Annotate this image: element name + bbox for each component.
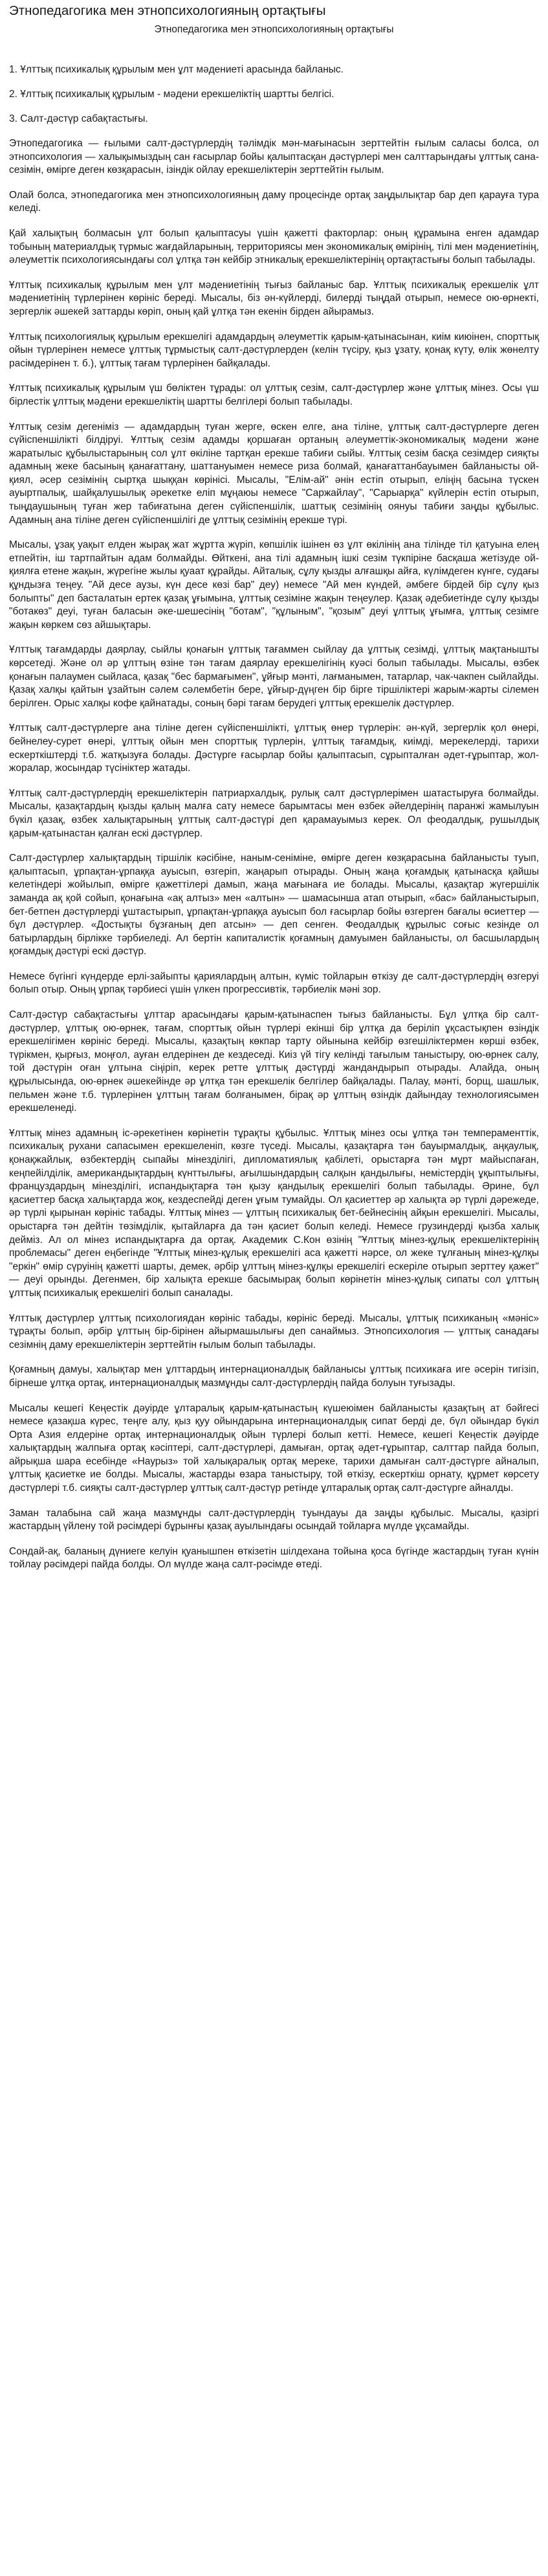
paragraph: Салт-дәстүр сабақтастығы ұлттар арасындағы қарым-қатынаспен тығыз байланысты. Бұл ұлтқа бір салт-дәстүрлер, ұлттық ою-өрнек, тағам, спорттық ойын түрлері екінші бір ұлтқа да беріліп ұқсастықпен өзіндік ерекшелігімен көрініс береді. Мысалы, қазақтың көкпар тарту ойынына кейбір өзгешіліктермен көрші өзбек, түрікмен, қырғыз, моңғол, ауған елдерінен де кездеседі. Киіз үй тігу келінді тағылым таныстыру, ою-өрнек салу, той дәстүрін оған ұлтына сіңіріп, керек ретте ұлттық дәстүрді жандандырып отырады. Алайда, оның құрылысында, ою-өрнек әшекейінде әр ұлтқа тән ерекшелік белгілер байқалады. Палау, мәнті, борщ, шашлык, пельмен және т.б. түрлерінен ұлттың тағам болғанымен, бірақ әр ұлттың өзіндік дайындау технологиясымен ерекшеленеді. [9,1009,539,1114]
paragraph: Ұлттық психикалық құрылым мен ұлт мәдениетінің тығыз байланыс бар. Ұлттық психикалық ерекшелік ұлт мәдениетінің түрлерінен көрініс береді. Мысалы, біз ән-күйлерді, билерді тыңдай отырып, немесе ою-өрнекті, зергерлік әшекей заттарды көріп, оның қай ұлтқа тән екенін бірден айырамыз. [9,279,539,317]
document-title: Этнопедагогика мен этнопсихологияның ортақтығы [9,3,326,18]
paragraph: Сондай-ақ, баланың дүниеге келуін қуанышпен өткізетін шілдехана тойына қоса бүгінде жастардың туған күнін тойлау рәсімдері пайда болды. Ол мүлде жаңа салт-рәсімде өтеді. [9,1545,539,1571]
paragraph: Қоғамның дамуы, халықтар мен ұлттардың интернационалдық байланысы ұлттық психикаға иге әсерін тигізіп, бірнеше ұлтқа ортақ, интернационалдық мазмұнды салт-дәстүрлердің пайда болуын туғызады. [9,1364,539,1389]
paragraph: Салт-дәстүрлер халықтардың тіршілік кәсібіне, наным-сеніміне, өмірге деген көзқарасына байланысты туып, қалыптасып, ұрпақтан-ұрпаққа ауысып, өзгеріп, жаңарып отырады. Оның жаңа қоғамдық қатынасқа қайшы келетіндері жойылып, өмірге қажеттілері дамып, жаңа мағынаға ие болады. Мысалы, қазақтар жүгершілік заманда ақ қой сойып, қонағына «ақ алтыз» мен «алтын» — шамасынша атап отырып, «бас» байланыстырып, бет-бетпен дәстүрлерді ұштастырып, ұрпақтан-ұрпаққа ауысып бол ғасырлар бойы өзгерген бағалы өсиеттер — бұл дәстүрлер. «Достықты бұзғаның деп атсын» — деп сенген. Феодалдық құрылыс соғыс кезінде ол батырлардың бірлікке тәрбиеледі. Ал бертін капиталистік қоғамның дамуымен байланысты, ол басшылардың қоғамдық дәстүрі ескі дәстүр. [9,853,539,958]
paragraph: Мысалы кешегі Кеңестік дәуірде ұлтаралық қарым-қатынастың күшеюімен байланысты қазақтың ат бәйгесі немесе қазақша күрес, теңге алу, қыз қуу ойындарына интернационалдық сипат берді де, бүл ойындар бүкіл Орта Азия елдеріне ортақ интернационалдық ойын түрлері болып кетті. Немесе, кешегі Кеңестік дәуірде халықтардың жалпыға ортақ кәсіптері, салт-дәстүрлері, дамыған, ортақ әдет-ғұрыптар, салттар пайда болып, айрықша шара есебінде «Наурыз» той халықаралық ортақ мереке, тарихи дамыған салт-дәстүрге айналып, ұлттық қасиетке ие болды. Мысалы, жастарды өзара таныстыру, той өткізу, ескерткіш орнату, құрмет көрсету дәстүрлері т.б. сияқты салт-дәстүрлер ұлттық салт-дәстүр ретінде ұлтаралық ортақ салт-дәстүрге айналды. [9,1402,539,1494]
paragraph: Ұлттық мінез адамның іс-әрекетінен көрінетін тұрақты құбылыс. Ұлттық мінез осы ұлтқа тән темпераменттік, психикалық рухани сапасымен ерекшеленіп, көзге түседі. Мысалы, қазақтарға тән бауырмалдық, аңқаулық, қонақжайлық, өзбектердің сыпайы мінезділігі, дипломатиялық қабілеті, орыстарға тән мұрт майыспаған, кеңпейілділік, американдықтардың күнттылығы, ағылшындардың салқын қандылығы, немістердің ұқыптылығы, француздардың мінезділігі, испандықтарға тән қызу қандылық ерекшелігі болып табылады. Әрине, бұл қасиеттер басқа халықтарда жоқ, кездеспейді деген ұғым тумайды. Ол қасиеттер әр халықта әр түрлі дәрежеде, әр түрлі қырынан көрініс табады. Ұлттық мінез — ұлттың психикалық бет-бейнесінің айқын ерекшелігі. Мысалы, орыстарға тән дейтін төзімділік, қытайларға да тән қасиет болып келеді. Немесе грузиндерді қызба халық дейміз. Ал ол мінез испандықтарға да ортақ. Академик С.Кон өзінің "Ұлттық мінез-құлық ерекшеліктерінің проблемасы" деген еңбегінде "Ұлттық мінез-құлық ерекшелігі аса қажетті нәрсе, ол жеке тұлғаның мінез-құлқы "еркін" өмір сүруінің қажетті шарты, демек, әрбір ұлттың мінез-құлқы ерекшелігі ескеріле отырып зерттеу қажет" — деуі орынды. Дегенмен, бір халықта ерекше басымырақ болып көрінетін мінез-құлық сипаты сол ұлттың ұлттық психикалық ерекшелігі болып саналады. [9,1127,539,1299]
document-body [9,137,539,1572]
paragraph: Ұлттық психикалық құрылым үш бөліктен тұрады: ол ұлттық сезім, салт-дәстүрлер және ұлттық мінез. Осы үш бірлестік ұлттық мәдени ерекшеліктің шартты белгілері болып табылады. [9,383,539,407]
paragraph: Ұлттық салт-дәстүрлерге ана тіліне деген сүйіспеншілікті, ұлттық өнер түрлерін: ән-күй, зергерлік қол өнері, бейнелеу-сурет өнері, ұлттық ойын мен спорттық түрлерін, ұлттық тағамдық, киімді, мерекелерді, тарихи ескерткіштерді т.б. жатқызуға болады. Дәстүрге ғасырлар бойы қалыптасып, сұрыпталған әдет-ғұрыптар, жол-жоралар, жосындар түсініктер жатады. [9,722,539,774]
paragraph: Ұлттық дәстүрлер ұлттық психологиядан көрініс табады, көрініс береді. Мысалы, ұлттық психиканың «мәніс» тұрақты болып, әрбір ұлттың бір-бірінен айырмашылығы деп санаймыз. Этнопсихология — ұлттық санадағы сезімнің даму ерекшеліктерін зерттейтін ғылым болып табылады. [9,1312,539,1350]
paragraph: Ұлттық салт-дәстүрлердің ерекшеліктерін патриархалдық, рулық салт дәстүрлерімен шатастыруға болмайды. Мысалы, қазақтардың қызды қалың малға сату немесе барымтасы мен өзбек әйелдерінің паранжі жамылуын бүкіл қазақ, өзбек халықтарының ұлттық салт-дәстүрі деп қарамауымыз керек. Ол феодалдық, рушылдық қарым-қатынастан қалған ескі дәстүрлер. [9,787,539,839]
document-subtitle: Этнопедагогика мен этнопсихологияның ортақтығы [154,24,394,35]
paragraph: Қай халықтың болмасын ұлт болып қалыптасуы үшін қажетті факторлар: оның құрамына енген адамдар тобының материалдық түрмыс жағдайларының, территориясы мен экономикалық өмірінің, тілі мен мәдениетінің, әлеуметтік психологиясындағы сол ұлтқа тән кейбір этникалық ерекшеліктерінің ортақтастығы болып табылады. [9,227,539,266]
outline-list [9,63,539,126]
paragraph: Ұлттық психологиялық құрылым ерекшелігі адамдардың әлеуметтік қарым-қатынасынан, киім киюінен, спорттық ойын түрлерінен немесе ұлттық тұрмыстық салт-дәстүрлерден (келін түсіру, қыз ұзату, қонақ күту, өлік жөнелту расімдерінен т. б.), ұлттық тағам түрлерінен байқалады. [9,331,539,369]
paragraph: Ұлттық тағамдарды даярлау, сыйлы қонағын ұлттық тағаммен сыйлау да ұлттық сезімді, ұлттық мақтанышты көрсетеді. Жәнe ол әр ұлттың өзіне тән тағам даярлау ерекшелігінің куәсі болып табылады. Мысалы, өзбек қонағын палаумен сыйласа, қазақ "бес бармағымен", ұйғыр мәнті, лағманымен, татарлар, чак-чакпен сыйлайды. Қазақ халқы қайтын ұзайтын сәлем сәлембетін бере, ұйғыр-дүңген бір бірге тіршіліктері жарым-жарты сілемен берілген. Орыс халқы кофе қайнатады, соның бәрі тағам берудегі ұлттық ерекшелік дәстүрлер. [9,644,539,709]
paragraph: Мысалы, ұзақ уақыт елден жырақ жат жұртта жүріп, көпшілік ішінен өз ұлт өкілінің ана тілінде тіл қатуына елең етпейтін, іш тартпайтын адам болмайды. Өйткені, ана тілі адамның ішкі сезім түкпіріне басқаша жетізуде ой-қиялға етене жақын, жүрегіне жылы қуаат құрайды. Айталық, сұлу қызды алғашқы айға, күлімдеген күнге, судағы құндызға теңеу. "Ай десе аузы, күн десе көзі бар" деу) немесе "Ай мен күндей, әмбеге бірдей бір сұлу қыз болыпты" деп басталатын ертек қазақ ұғымына, ұлттық сезіміне жақын теңеулер. Қазақ әдебиетінде сұлу қызды "ботакөз" деуі, туған баласын әке-шешесінің "ботам", "құлыным", "қозым" деуі ұлттық ұғымға, ұлттық сезімге жақын көркем сөз айшықтары. [9,539,539,631]
paragraph: Заман талабына сай жаңа мазмұнды салт-дәстүрлердің туындауы да заңды құбылыс. Мысалы, қазіргі жастардың үйлену той рәсімдері бұрынғы қазақ ауылындағы осындай тойларға мүлде ұқсамайды. [9,1507,539,1532]
paragraph: Ұлттық сезім дегеніміз — адамдардың туған жерге, өскен елге, ана тіліне, ұлттық салт-дәстүрлерге деген сүйіспеншілікті білдіруі. Ұлттық сезім адамды қоршаған ортаның әлеуметтік-экономикалық мәдени және жаратылыс құбылыстарының сол ұлт өкіліне тартқан ерекше табиғи сыйы. Ұлттық сезім басқа сезімдер сияқты адамның жеке басының қанағаттану, шаттануымен немесе риза болмай, қанағаттанбауымен байланысты ой-қиял, әсер сезімінің сыртқа шыққан көрінісі. Мысалы, "Елім-ай" әнін естіп отырып, еліңің басына түскен ауыртпалық, шайқалушылық әрекетке еліп мұңаюы немесе "Саржайлау", "Сарыарқа" күйлерін естіп отырып, тыңдаушының туған жер табиғатына деген сүйіспеншілік, шаттық сезімінің оянуы табиғи заңды құбылыс. Адамның ана тіліне деген сүйіспеншілігі де ұлттық сезімінің ерекше түрі. [9,421,539,526]
outline-item: 3. Салт-дәстүр сабақтастығы. [9,113,148,124]
paragraph: Олай болса, этнопедагогика мен этнопсихологияның даму процесінде ортақ заңдылықтар бар деп қарауға тура келеді. [9,189,539,214]
paragraph: Немесе бүгінгі күндерде ерлі-зайыпты қариялардың алтын, күміс тойларын өткізу де салт-дәстүрлердің өзгеруі болып отыр. Оның ұрпақ тәрбиесі үшін үлкен прогрессивтік, тәрбиелік мәні зор. [9,970,539,996]
outline-item: 1. Ұлттық психикалық құрылым мен ұлт мәдениеті арасында байланыс. [9,64,344,75]
paragraph: Этнопедагогика — ғылыми салт-дәстүрлердің тәлімдік мән-мағынасын зерттейтін ғылым саласы болса, ол этнопсихология — халықымыздың сан ғасырлар бойы қалыптасқан дәстүрлері мен салттарындағы ұлттық сана-сезімін, өмірге деген көзқарасын, ізіндік ойлау ерекшеліктерін зерттейтін ғылым. [9,138,539,176]
outline-item: 2. Ұлттық психикалық құрылым - мәдени ерекшеліктің шартты белгісі. [9,89,334,100]
